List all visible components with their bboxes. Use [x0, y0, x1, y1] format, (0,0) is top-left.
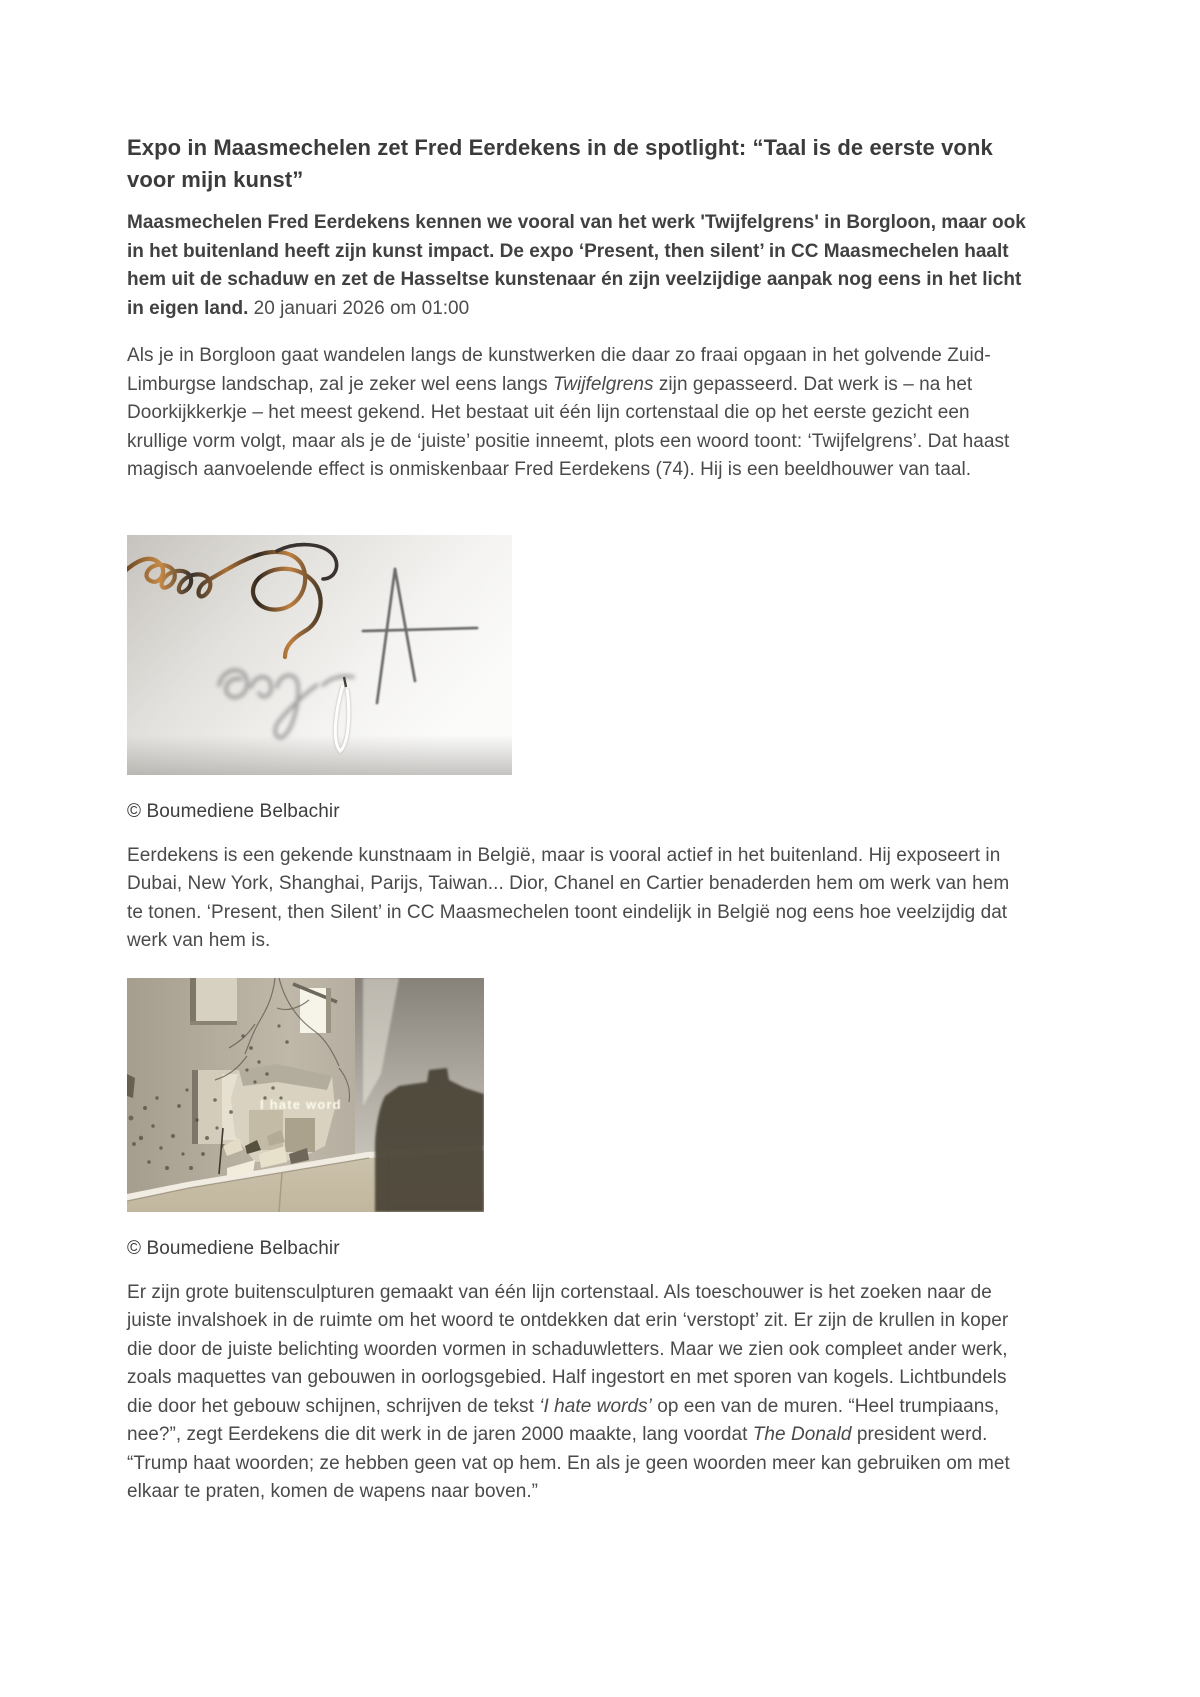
- figure-2: [127, 978, 1027, 1260]
- photo-1-caption: © Boumediene Belbachir: [127, 800, 340, 822]
- article-lede: [127, 209, 1027, 323]
- paragraph-1-italic: Twijfelgrens: [552, 373, 654, 395]
- paragraph-3-text-3: president werd. “Trump haat woorden; ze hebben geen vat op hem. En als je geen woorden meer kan gebruiken om met elkaar te praten, komen de wapens naar boven.”: [127, 1424, 1010, 1502]
- paragraph-3-italic-2: The Donald: [752, 1424, 852, 1445]
- lede-text: Maasmechelen Fred Eerdekens kennen we vooral van het werk 'Twijfelgrens' in Borgloon, maar ook in het buitenland heeft zijn kunst impact. De expo ‘Present, then silent’ in CC Maasmechelen haalt hem uit de schaduw en zet de Hasseltse kunstenaar én zijn veelzijdige aanpak nog eens in het licht in eigen land.: [127, 212, 1026, 319]
- article-content: [127, 0, 1027, 1507]
- photo-2-caption: © Boumediene Belbachir: [127, 1237, 340, 1259]
- paragraph-3-text-2: op een van de muren. “Heel trumpiaans, nee?”, zegt Eerdekens die dit werk in de jaren 2000 maakte, lang voordat: [127, 1395, 1000, 1445]
- paragraph-2: Eerdekens is een gekende kunstnaam in België, maar is vooral actief in het buitenland. Hij exposeert in Dubai, New York, Shanghai, Parijs, Taiwan... Dior, Chanel en Cartier benaderden hem om werk van hem te tonen. ‘Present, then Silent’ in CC Maasmechelen toont eindelijk in België nog eens hoe veelzijdig dat werk van hem is.: [127, 844, 1010, 951]
- publish-timestamp: 20 januari 2026 om 01:00: [248, 297, 470, 319]
- photo-2-embedded-text: I hate word: [260, 1096, 342, 1112]
- artwork-photo-maquette: [127, 978, 484, 1212]
- maquette-artwork-image: [127, 978, 484, 1212]
- figure-1: [127, 535, 1027, 823]
- artwork-photo-wire-shadow: [127, 535, 512, 775]
- paragraph-1-text-2: zijn gepasseerd. Dat werk is – na het Doorkijkkerkje – het meest gekend. Het bestaat uit één lijn cortenstaal die op het eerste gezicht een krullige vorm volgt, maar als je de ‘juiste’ positie inneemt, plots een woord toont: ‘Twijfelgrens’. Dat haast magisch aanvoelende effect is onmiskenbaar Fred Eerdekens (74). Hij is een beeldhouwer van taal.: [127, 373, 1010, 480]
- paragraph-3-italic-1: ‘I hate words’: [539, 1395, 652, 1417]
- paragraph-1: [127, 342, 1027, 485]
- article-headline: Expo in Maasmechelen zet Fred Eerdekens in de spotlight: “Taal is de eerste vonk voor mijn kunst”: [127, 135, 993, 192]
- paragraph-3-text: Er zijn grote buitensculpturen gemaakt van één lijn cortenstaal. Als toeschouwer is het zoeken naar de juiste invalshoek in de ruimte om het woord te ontdekken dat erin ‘verstopt’ zit. Er zijn de krullen in koper die door de juiste belichting woorden vormen in schaduwletters. Maar we zien ook compleet ander werk, zoals maquettes van gebouwen in oorlogsgebied. Half ingestort en met sporen van kogels. Lichtbundels die door het gebouw schijnen, schrijven de tekst: [127, 1281, 1009, 1417]
- wire-shadow-artwork-image: [127, 535, 512, 775]
- paragraph-3: [127, 1279, 1027, 1507]
- paragraph-1-text: Als je in Borgloon gaat wandelen langs de kunstwerken die daar zo fraai opgaan in het golvende Zuid-Limburgse landschap, zal je zeker wel eens langs: [127, 345, 991, 395]
